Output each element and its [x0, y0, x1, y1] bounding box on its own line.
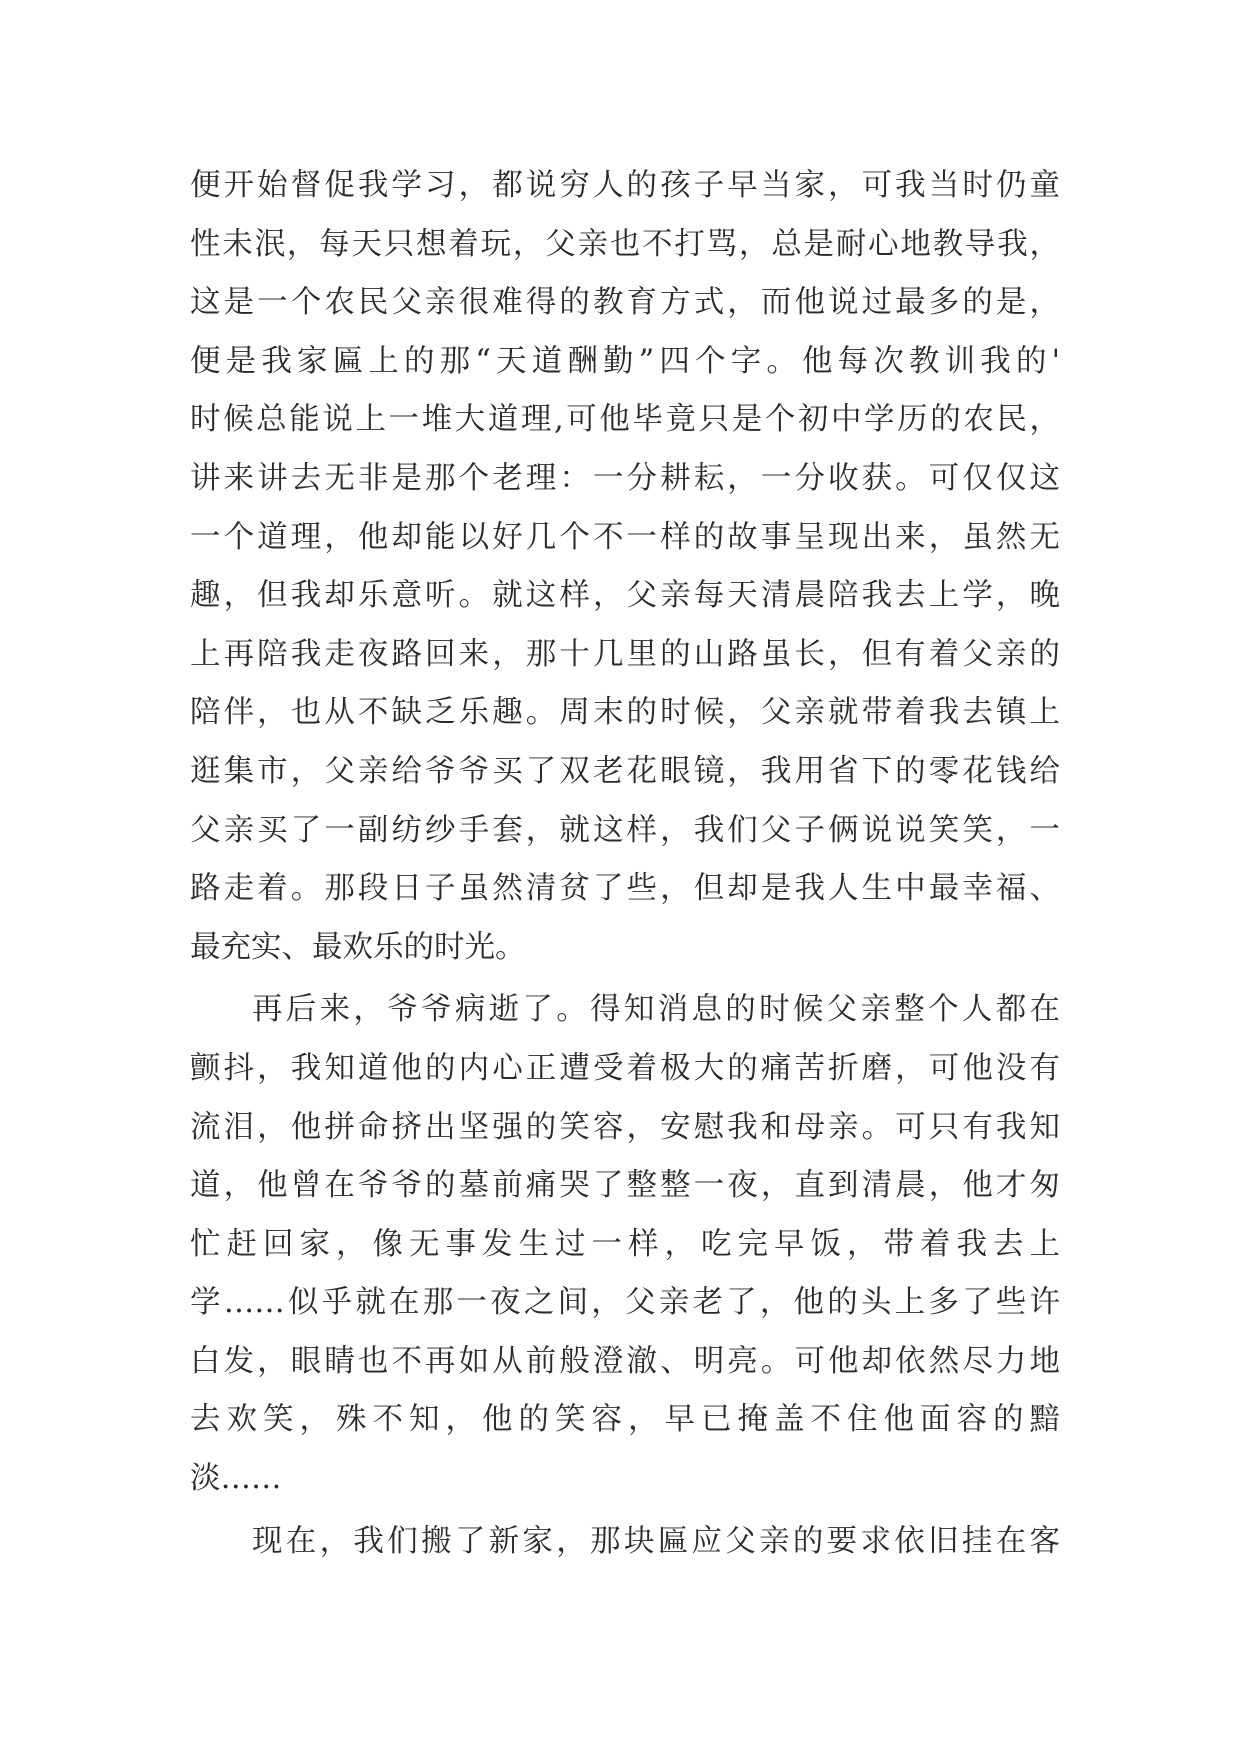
text-line: 忙赶回家，像无事发生过一样，吃完早饭，带着我去上 [190, 1226, 1060, 1262]
text-line: 这是一个农民父亲很难得的教育方式，而他说过最多的是， [190, 285, 1060, 321]
text-line: 颤抖，我知道他的内心正遭受着极大的痛苦折磨，可他没有 [190, 1050, 1060, 1086]
text-line: 便开始督促我学习，都说穷人的孩子早当家，可我当时仍童 [190, 168, 1060, 203]
text-line: 时候总能说上一堆大道理,可他毕竟只是个初中学历的农民， [190, 402, 1060, 438]
text-line: 道，他曾在爷爷的墓前痛哭了整整一夜，直到清晨，他才匆 [190, 1168, 1060, 1204]
paragraph-1 [190, 157, 1060, 977]
text-line: 父亲买了一副纺纱手套，就这样，我们父子俩说说笑笑，一 [190, 812, 1060, 848]
text-line: 便是我家匾上的那“天道酬勤”四个字。他每次教训我的' [190, 343, 1060, 379]
text-line: 路走着。那段日子虽然清贫了些，但却是我人生中最幸福、 [190, 871, 1060, 907]
text-line: 淡…… [190, 1461, 282, 1497]
text-line: 再后来，爷爷病逝了。得知消息的时候父亲整个人都在 [252, 992, 1060, 1028]
text-line: 白发，眼睛也不再如从前般澄澈、明亮。可他却依然尽力地 [190, 1343, 1060, 1379]
paragraph-2 [190, 981, 1060, 1508]
text-line: 学……似乎就在那一夜之间，父亲老了，他的头上多了些许 [190, 1285, 1060, 1321]
text-line: 讲来讲去无非是那个老理：一分耕耘，一分收获。可仅仅这 [190, 460, 1060, 496]
text-line: 陪伴，也从不缺乏乐趣。周末的时候，父亲就带着我去镇上 [190, 695, 1060, 731]
text-line: 逛集市，父亲给爷爷买了双老花眼镜，我用省下的零花钱给 [190, 753, 1060, 789]
text-line: 上再陪我走夜路回来，那十几里的山路虽长，但有着父亲的 [190, 636, 1060, 672]
body-text [190, 157, 1060, 1571]
text-line: 去欢笑，殊不知，他的笑容，早已掩盖不住他面容的黯 [190, 1402, 1060, 1438]
text-line: 一个道理，他却能以好几个不一样的故事呈现出来，虽然无 [190, 519, 1060, 555]
paragraph-3 [190, 1513, 1060, 1572]
text-line: 性未泯，每天只想着玩，父亲也不打骂，总是耐心地教导我， [190, 226, 1060, 262]
text-line: 现在，我们搬了新家，那块匾应父亲的要求依旧挂在客 [252, 1523, 1060, 1559]
text-line: 最充实、最欢乐的时光。 [190, 929, 526, 965]
text-line: 趣，但我却乐意听。就这样，父亲每天清晨陪我去上学，晚 [190, 578, 1060, 614]
text-line: 流泪，他拼命挤出坚强的笑容，安慰我和母亲。可只有我知 [190, 1109, 1060, 1145]
